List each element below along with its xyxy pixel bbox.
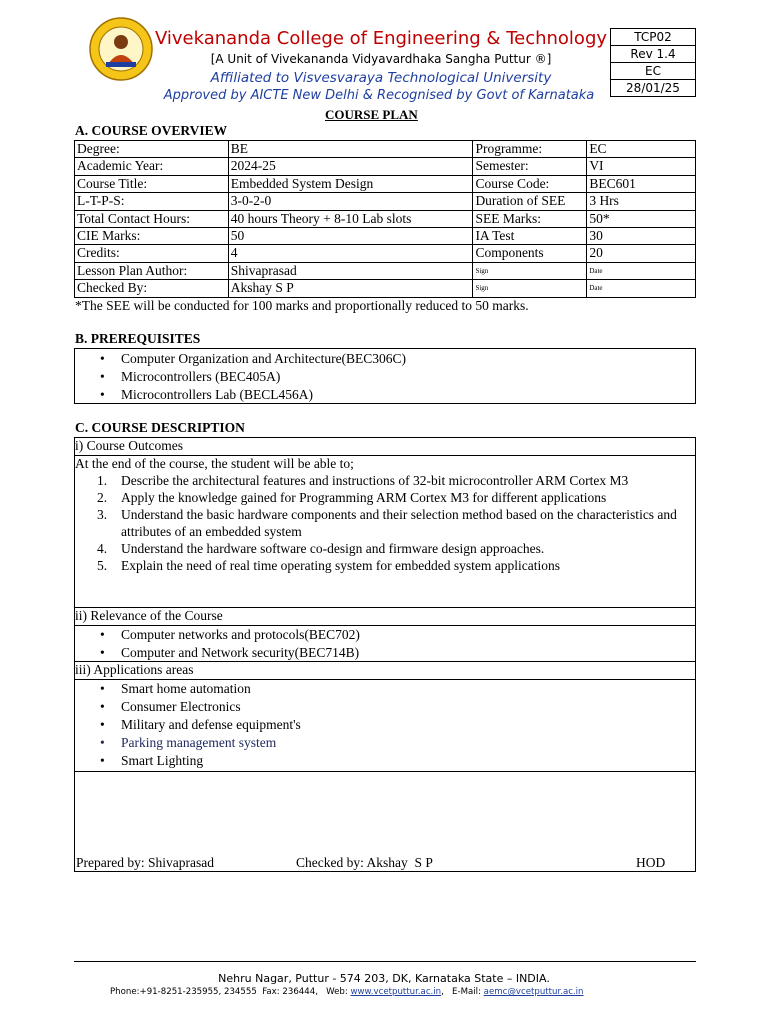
outcome-text: Explain the need of real time operating system for embedded system applications	[121, 558, 560, 573]
college-logo	[88, 16, 154, 82]
overview-cell: Date	[587, 262, 696, 279]
relevance-label: ii) Relevance of the Course	[75, 608, 223, 623]
overview-cell: Sign	[473, 262, 587, 279]
application-item: • Smart Lighting	[75, 752, 695, 770]
outcome-number: 5.	[97, 558, 108, 573]
overview-cell: Lesson Plan Author:	[75, 262, 229, 279]
doc-date: 28/01/25	[611, 80, 696, 97]
footer-address: Nehru Nagar, Puttur - 574 203, DK, Karnataka State – INDIA.	[218, 972, 550, 985]
outcome-item	[75, 540, 695, 557]
overview-heading: A. COURSE OVERVIEW	[75, 123, 228, 138]
overview-table	[74, 140, 696, 298]
overview-cell: Semester:	[473, 158, 587, 175]
overview-cell: SEE Marks:	[473, 210, 587, 227]
overview-cell: Course Title:	[75, 175, 229, 192]
outcome-text: Describe the architectural features and instructions of 32-bit microcontroller ARM Cortex M3	[121, 473, 629, 488]
overview-cell: Credits:	[75, 245, 229, 262]
overview-cell: 3-0-2-0	[228, 193, 473, 210]
doc-code: TCP02	[611, 29, 696, 46]
overview-cell: Degree:	[75, 141, 229, 158]
outcome-number: 2.	[97, 490, 108, 505]
hod-signature: HOD	[636, 855, 666, 870]
approval-line: Approved by AICTE New Delhi & Recognised by Govt of Karnataka	[163, 88, 595, 103]
overview-cell: BEC601	[587, 175, 696, 192]
affiliation-line: Affiliated to Visvesvaraya Technological University	[210, 70, 552, 86]
college-name: Vivekananda College of Engineering & Technology	[154, 28, 608, 49]
overview-cell: 40 hours Theory + 8-10 Lab slots	[228, 210, 473, 227]
outcome-text: Understand the hardware software co-design and firmware design approaches.	[121, 541, 545, 556]
application-item: • Military and defense equipment's	[75, 716, 695, 734]
outcome-number: 3.	[97, 507, 108, 522]
prerequisites-heading: B. PREREQUISITES	[75, 331, 201, 346]
overview-cell: VI	[587, 158, 696, 175]
checked-by: Checked by: Akshay S P	[296, 855, 433, 870]
overview-cell: BE	[228, 141, 473, 158]
relevance-list	[75, 626, 695, 662]
overview-row	[75, 245, 696, 262]
overview-cell: 3 Hrs	[587, 193, 696, 210]
overview-cell: Total Contact Hours:	[75, 210, 229, 227]
applications-block	[75, 680, 695, 770]
overview-cell: Course Code:	[473, 175, 587, 192]
overview-cell: Date	[587, 280, 696, 297]
prerequisites-list	[75, 350, 695, 404]
overview-cell: Duration of SEE	[473, 193, 587, 210]
page-title: COURSE PLAN	[325, 107, 418, 122]
overview-row	[75, 227, 696, 244]
overview-cell: Akshay S P	[228, 280, 473, 297]
outcomes-intro: At the end of the course, the student will be able to;	[75, 456, 354, 471]
doc-revision: Rev 1.4	[611, 46, 696, 63]
outcome-number: 1.	[97, 473, 108, 488]
applications-label: iii) Applications areas	[75, 662, 194, 677]
overview-cell: 4	[228, 245, 473, 262]
overview-cell: Academic Year:	[75, 158, 229, 175]
overview-cell: Programme:	[473, 141, 587, 158]
overview-cell: 2024-25	[228, 158, 473, 175]
document-info-table	[610, 28, 696, 97]
outcome-item	[75, 472, 695, 489]
overview-cell: 50*	[587, 210, 696, 227]
footer-email-label: , E-Mail:	[441, 987, 484, 997]
application-item: • Consumer Electronics	[75, 698, 695, 716]
prerequisites-box	[74, 348, 696, 404]
applications-list	[75, 680, 695, 770]
prerequisite-item: • Microcontrollers Lab (BECL456A)	[75, 386, 695, 404]
overview-cell: L-T-P-S:	[75, 193, 229, 210]
outcome-item	[75, 489, 695, 506]
footer-phone: Phone:+91-8251-235955, 234555 Fax: 236444, Web:	[110, 987, 351, 997]
outcome-item	[75, 506, 695, 540]
relevance-item: • Computer networks and protocols(BEC702)	[75, 626, 695, 644]
overview-cell: Shivaprasad	[228, 262, 473, 279]
see-note: *The SEE will be conducted for 100 marks and proportionally reduced to 50 marks.	[75, 298, 529, 313]
overview-cell: Embedded System Design	[228, 175, 473, 192]
divider	[74, 771, 696, 772]
footer-web-link[interactable]: www.vcetputtur.ac.in	[350, 987, 442, 997]
outcome-text: Apply the knowledge gained for Programming ARM Cortex M3 for different applications	[121, 490, 607, 505]
overview-cell: 50	[228, 227, 473, 244]
relevance-block	[75, 626, 695, 662]
overview-row	[75, 175, 696, 192]
relevance-item: • Computer and Network security(BEC714B)	[75, 644, 695, 662]
overview-cell: Sign	[473, 280, 587, 297]
overview-row	[75, 158, 696, 175]
footer-contact	[110, 987, 584, 997]
overview-row	[75, 141, 696, 158]
outcomes-label: i) Course Outcomes	[75, 438, 183, 453]
overview-cell: IA Test	[473, 227, 587, 244]
prepared-by: Prepared by: Shivaprasad	[76, 855, 214, 870]
outcome-number: 4.	[97, 541, 108, 556]
footer-rule	[74, 961, 696, 962]
footer-email-link[interactable]: aemc@vcetputtur.ac.in	[483, 987, 584, 997]
description-heading: C. COURSE DESCRIPTION	[75, 420, 245, 435]
application-item: • Parking management system	[75, 734, 695, 752]
overview-row	[75, 280, 696, 297]
application-item: • Smart home automation	[75, 680, 695, 698]
outcomes-list	[75, 472, 695, 574]
unit-line: [A Unit of Vivekananda Vidyavardhaka Sangha Puttur ®]	[210, 52, 552, 66]
outcome-item	[75, 557, 695, 574]
overview-cell: EC	[587, 141, 696, 158]
overview-row	[75, 262, 696, 279]
prerequisite-item: • Computer Organization and Architecture(BEC306C)	[75, 350, 695, 368]
outcome-text: Understand the basic hardware components and their selection method based on the characteristics and attributes of an embedded system	[121, 507, 677, 539]
overview-row	[75, 193, 696, 210]
overview-cell: 30	[587, 227, 696, 244]
outcomes-block	[75, 472, 695, 574]
overview-cell: Checked By:	[75, 280, 229, 297]
overview-cell: 20	[587, 245, 696, 262]
overview-row	[75, 210, 696, 227]
doc-dept: EC	[611, 63, 696, 80]
overview-cell: Components	[473, 245, 587, 262]
overview-cell: CIE Marks:	[75, 227, 229, 244]
prerequisite-item: • Microcontrollers (BEC405A)	[75, 368, 695, 386]
